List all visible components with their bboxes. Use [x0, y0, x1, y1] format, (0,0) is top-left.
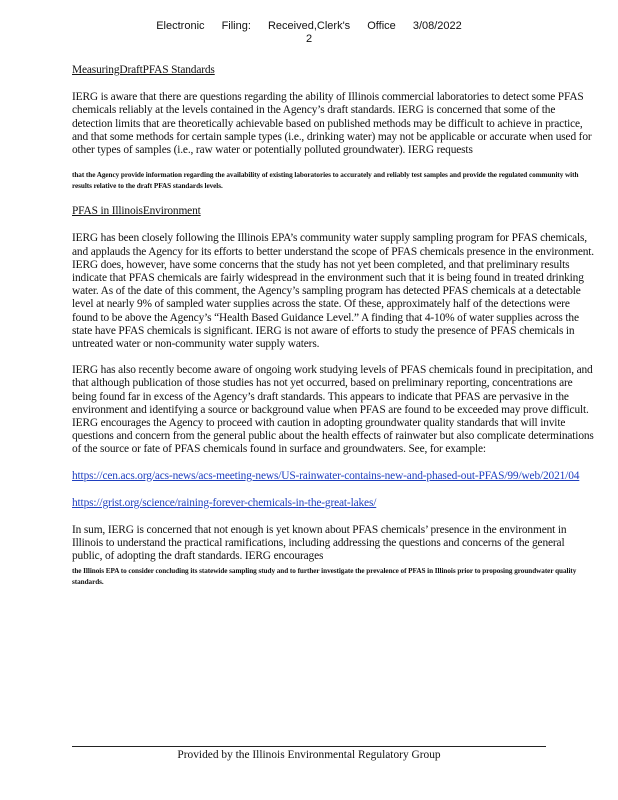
filing-header — [0, 20, 618, 46]
section-heading-measuring: MeasuringDraftPFAS Standards — [72, 64, 215, 76]
footer-text: Provided by the Illinois Environmental Regulatory Group — [177, 749, 441, 761]
filing-received: Received,Clerk's — [267, 20, 351, 32]
link-cen-acs[interactable]: https://cen.acs.org/acs-news/acs-meeting-news/US-rainwater-contains-new-and-phased-out-PFAS/99/web/2021/04 — [72, 469, 580, 482]
fine-print-measuring: that the Agency provide information regarding the availability of existing laboratories to accurately and reliably test samples and provide the regulated community with results relative to the draft PFAS standards levels. — [72, 171, 579, 191]
paragraph-in-sum: In sum, IERG is concerned that not enough is yet known about PFAS chemicals’ presence in the environment in Illinois to understand the practical ramifications, including addressing the questions and concerns of the general public, of adopting the draft standards. IERG encourages — [72, 524, 567, 563]
paragraph-precipitation: IERG has also recently become aware of ongoing work studying levels of PFAS chemicals found in precipitation, and that although publication of those studies has not yet occurred, based on preliminary reporting, concentrations are being found far in excess of the Agency’s draft standards. This appears to indicate that PFAS are pervasive in the environment and identifying a source or background value when PFAS are found to be exceeded may prove difficult. IERG encourages the Agency to proceed with caution in adopting groundwater quality standards that will invite questions and concern from the general public about the health effects of rainwater but also complicate determinations of the source or fate of PFAS chemicals found in surface and groundwaters. See, for example: — [72, 364, 594, 456]
filing-stamp-line — [0, 20, 618, 33]
filing-office: Office — [367, 20, 396, 32]
document-body — [72, 64, 594, 601]
fine-print-in-sum: the Illinois EPA to consider concluding its statewide sampling study and to further investigate the prevalence of PFAS in Illinois prior to proposing groundwater quality standards. — [72, 566, 577, 586]
filing-date: 3/08/2022 — [412, 20, 462, 32]
page-number: 2 — [305, 33, 313, 45]
filing-electronic: Electronic — [156, 20, 205, 32]
paragraph-measuring: IERG is aware that there are questions regarding the ability of Illinois commercial laboratories to detect some PFAS chemicals reliably at the levels contained in the Agency’s draft standards. IERG is concerned that some of the detection limits that are theoretically achievable based on published methods may be difficult to achieve in practice, and that some methods for certain sample types (i.e., drinking water) may not be applicable or accurate when used for other types of samples (i.e., raw water or potentially polluted groundwater). IERG requests — [72, 91, 592, 157]
paragraph-sampling-program: IERG has been closely following the Illinois EPA’s community water supply sampling program for PFAS chemicals, and applauds the Agency for its efforts to better understand the scope of PFAS chemicals presence in the environment. IERG does, however, have some concerns that the study has not yet been completed, and that preliminary results indicate that PFAS chemicals are fairly widespread in the environment such that it is being found in treated drinking water. As of the date of this comment, the Agency’s sampling program has detected PFAS chemicals at a detectable level at nearly 9% of sampled water supplies across the state. Of these, approximately half of the detections were found to be above the Agency’s “Health Based Guidance Level.” A finding that 4-10% of water supplies across the state have PFAS chemicals is significant. IERG is not aware of efforts to study the presence of PFAS chemicals in untreated water or non-community water supply waters. — [72, 232, 594, 351]
footer-divider — [72, 746, 546, 747]
section-heading-environment: PFAS in IllinoisEnvironment — [72, 205, 201, 218]
filing-label: Filing: — [221, 20, 251, 32]
link-grist[interactable]: https://grist.org/science/raining-forever-chemicals-in-the-great-lakes/ — [72, 496, 377, 509]
